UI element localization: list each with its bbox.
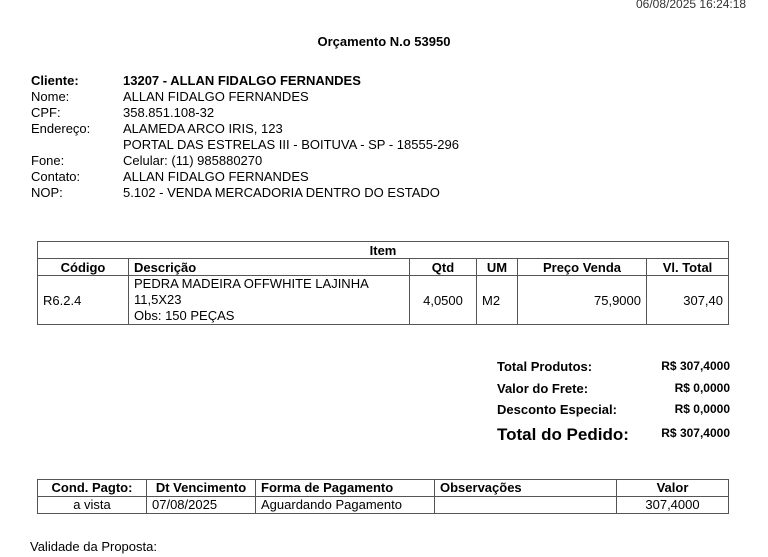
item-descricao-line2: 11,5X23 (134, 292, 182, 307)
item-codigo: R6.2.4 (38, 276, 129, 325)
pay-obs (435, 497, 617, 514)
total-produtos-row (497, 359, 730, 375)
col-um: UM (477, 259, 518, 276)
pay-forma: Aguardando Pagamento (256, 497, 435, 514)
col-dt-vencimento: Dt Vencimento (147, 480, 256, 497)
cpf-value: 358.851.108-32 (123, 105, 215, 120)
endereco-line1: ALAMEDA ARCO IRIS, 123 (123, 121, 283, 136)
item-um: M2 (477, 276, 518, 325)
cpf-label: CPF: (31, 105, 61, 120)
endereco-line2: PORTAL DAS ESTRELAS III - BOITUVA - SP - 18555-296 (123, 137, 459, 152)
item-descricao-line3: Obs: 150 PEÇAS (134, 308, 235, 323)
nop-value: 5.102 - VENDA MERCADORIA DENTRO DO ESTADO (123, 185, 440, 200)
contato-value: ALLAN FIDALGO FERNANDES (123, 169, 309, 184)
items-group-header: Item (38, 242, 729, 259)
desconto-value: R$ 0,0000 (674, 402, 730, 416)
total-produtos-value: R$ 307,4000 (661, 359, 730, 373)
table-row (38, 497, 729, 514)
fone-label: Fone: (31, 153, 65, 168)
item-total: 307,40 (647, 276, 729, 325)
contato-label: Contato: (31, 169, 81, 184)
items-group-header-row (38, 242, 729, 259)
total-pedido-value: R$ 307,4000 (661, 426, 730, 440)
items-table (37, 241, 729, 325)
col-codigo: Código (38, 259, 129, 276)
total-pedido-label: Total do Pedido: (497, 425, 629, 444)
quote-title: Orçamento N.o 53950 (317, 34, 451, 49)
item-descricao (129, 276, 410, 325)
valor-frete-row (497, 381, 730, 397)
col-preco: Preço Venda (518, 259, 647, 276)
payment-table (37, 479, 729, 514)
col-total: Vl. Total (647, 259, 729, 276)
endereco-label: Endereço: (31, 121, 91, 136)
col-descricao: Descrição (129, 259, 410, 276)
desconto-row (497, 402, 730, 418)
col-observacoes: Observações (435, 480, 617, 497)
nop-label: NOP: (31, 185, 63, 200)
col-cond-pagto: Cond. Pagto: (38, 480, 147, 497)
item-preco: 75,9000 (518, 276, 647, 325)
print-datetime: 06/08/2025 16:24:18 (636, 0, 747, 9)
table-row (38, 276, 729, 325)
validade-label: Validade da Proposta: (30, 539, 157, 554)
cliente-label: Cliente: (31, 73, 79, 88)
item-descricao-line1: PEDRA MADEIRA OFFWHITE LAJINHA (134, 276, 369, 291)
payment-header-row (38, 480, 729, 497)
pay-vencimento: 07/08/2025 (147, 497, 256, 514)
col-valor: Valor (617, 480, 729, 497)
fone-value: Celular: (11) 985880270 (123, 153, 263, 168)
items-header-row (38, 259, 729, 276)
pay-cond: a vista (38, 497, 147, 514)
total-pedido-row (497, 425, 730, 447)
cliente-value: 13207 - ALLAN FIDALGO FERNANDES (123, 73, 361, 88)
nome-label: Nome: (31, 89, 70, 104)
total-produtos-label: Total Produtos: (497, 359, 593, 374)
desconto-label: Desconto Especial: (497, 402, 617, 417)
valor-frete-value: R$ 0,0000 (674, 381, 730, 395)
col-forma-pagamento: Forma de Pagamento (256, 480, 435, 497)
col-qtd: Qtd (410, 259, 477, 276)
nome-value: ALLAN FIDALGO FERNANDES (123, 89, 309, 104)
valor-frete-label: Valor do Frete: (497, 381, 589, 396)
pay-valor: 307,4000 (617, 497, 729, 514)
item-qtd: 4,0500 (410, 276, 477, 325)
